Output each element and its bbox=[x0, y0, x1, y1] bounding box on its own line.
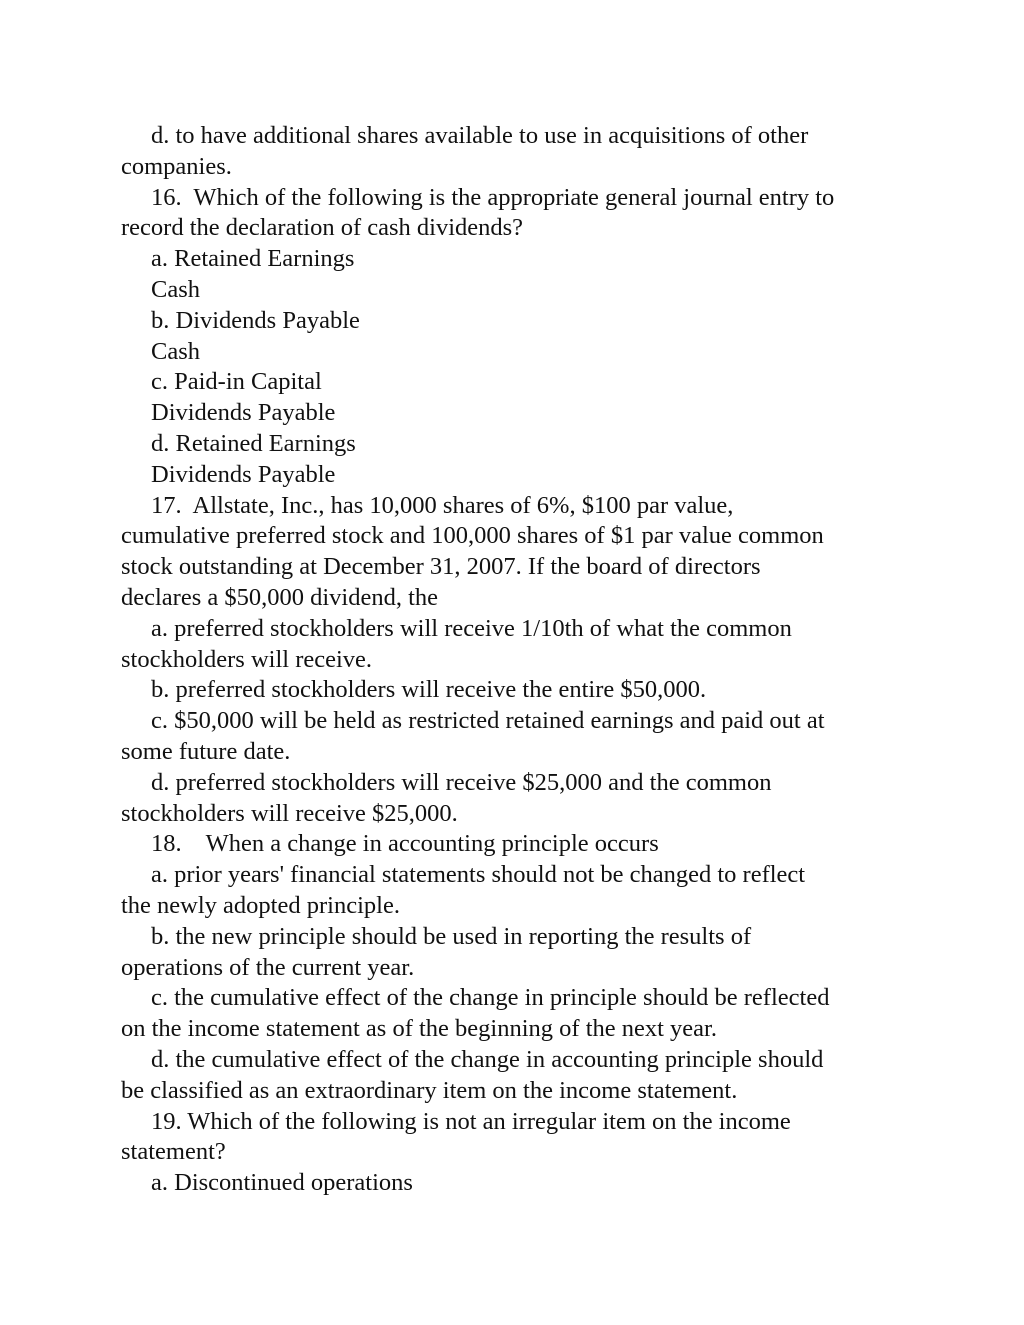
answer-option: a. preferred stockholders will receive 1/10th of what the common bbox=[151, 614, 792, 642]
document-page bbox=[121, 121, 911, 1199]
answer-option: Cash bbox=[151, 337, 200, 365]
answer-option: b. Dividends Payable bbox=[151, 306, 360, 334]
answer-option: Dividends Payable bbox=[151, 460, 336, 488]
text-line: d. to have additional shares available to use in acquisitions of other bbox=[151, 122, 809, 149]
answer-option: d. Retained Earnings bbox=[151, 429, 356, 457]
text-line: record the declaration of cash dividends? bbox=[121, 214, 524, 242]
question-17: 17. Allstate, Inc., has 10,000 shares of 6%, $100 par value, bbox=[151, 491, 734, 519]
question-18: 18. When a change in accounting principle occurs bbox=[151, 830, 659, 858]
answer-option: b. the new principle should be used in reporting the results of bbox=[151, 922, 752, 950]
text-line: cumulative preferred stock and 100,000 shares of $1 par value common bbox=[121, 522, 824, 550]
answer-option: b. preferred stockholders will receive the entire $50,000. bbox=[151, 676, 707, 704]
text-line: stockholders will receive. bbox=[121, 645, 373, 673]
text-line: the newly adopted principle. bbox=[121, 891, 400, 919]
answer-option: a. Discontinued operations bbox=[151, 1169, 413, 1197]
text-line: stockholders will receive $25,000. bbox=[121, 799, 458, 827]
answer-option: c. Paid-in Capital bbox=[151, 368, 322, 396]
text-line: be classified as an extraordinary item on the income statement. bbox=[121, 1076, 738, 1104]
answer-option: c. the cumulative effect of the change in principle should be reflected bbox=[151, 984, 830, 1012]
answer-option: Dividends Payable bbox=[151, 399, 336, 427]
answer-option: a. Retained Earnings bbox=[151, 245, 355, 273]
text-line: stock outstanding at December 31, 2007. If the board of directors bbox=[121, 553, 761, 581]
text-line: declares a $50,000 dividend, the bbox=[121, 583, 439, 611]
text-line: on the income statement as of the beginning of the next year. bbox=[121, 1015, 717, 1043]
answer-option: c. $50,000 will be held as restricted retained earnings and paid out at bbox=[151, 707, 825, 735]
answer-option: Cash bbox=[151, 275, 200, 303]
text-line: companies. bbox=[121, 152, 232, 180]
text-line: some future date. bbox=[121, 737, 291, 765]
answer-option: d. the cumulative effect of the change in accounting principle should bbox=[151, 1045, 824, 1073]
question-19: 19. Which of the following is not an irregular item on the income bbox=[151, 1107, 791, 1135]
answer-option: a. prior years' financial statements should not be changed to reflect bbox=[151, 861, 806, 889]
text-line: operations of the current year. bbox=[121, 953, 415, 981]
answer-option: d. preferred stockholders will receive $25,000 and the common bbox=[151, 768, 772, 796]
text-line: statement? bbox=[121, 1138, 226, 1166]
question-16: 16. Which of the following is the appropriate general journal entry to bbox=[151, 183, 835, 211]
